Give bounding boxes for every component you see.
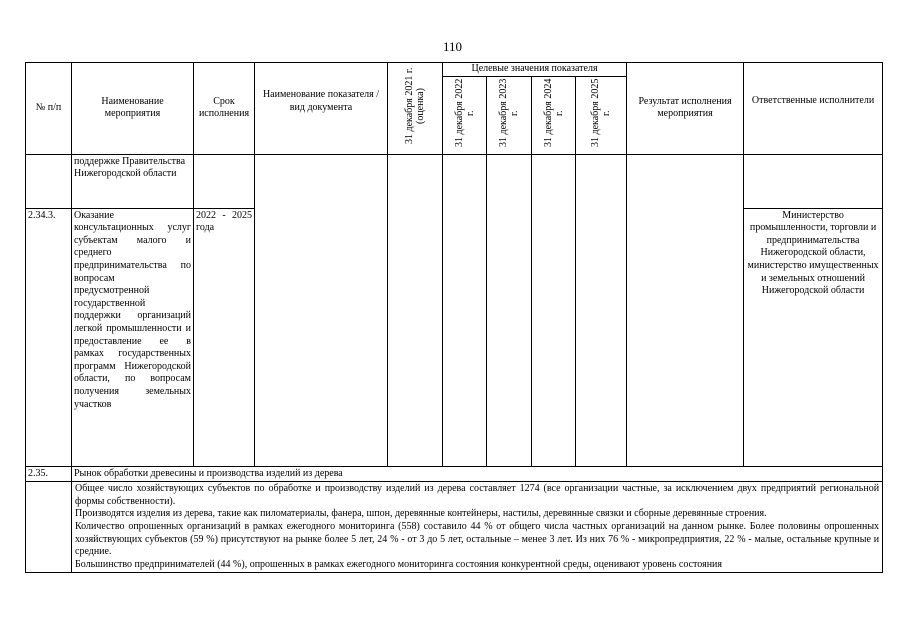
section-paragraph: Количество опрошенных организаций в рамках ежегодного мониторинга (558) составило 44 % от общего числа частных организаций на данном рынке. Более половины опрошенных хозяйствующих субъектов (59 %) присутствуют на рынке более 5 лет, 24 % - от 3 до 5 лет, остальные – менее 3 лет. Из них 76 % - микропредприятия, 22 % - малые, остальные крупные и средние. — [75, 520, 880, 558]
page-number: 110 — [442, 39, 463, 54]
header-event: Наименование мероприятия — [72, 63, 194, 155]
section-paragraph: Общее число хозяйствующих субъектов по обработке и производству изделий из дерева составляет 1274 (все организации частные, за исключением двух предприятий региональной формы собственности). — [75, 483, 880, 507]
section-paragraph: Большинство предпринимателей (44 %), опрошенных в рамках ежегодного мониторинга состояния конкурентной среды, оценивают уровень состояния — [75, 558, 722, 570]
cell-event: Оказание консультационных услуг субъектам малого и среднего предпринимательства по вопросам предусмотренной государственной поддержки организаций легкой промышленности и предоставление ее в рамках государственных программ Нижегородской области, по вопросам получения земельных участков — [72, 208, 194, 466]
cell-event-continuation: поддержке Правительства Нижегородской области — [72, 154, 194, 208]
cell-section-num: 2.35. — [26, 466, 72, 482]
header-row-top — [26, 63, 883, 77]
header-result: Результат исполнения мероприятия — [627, 63, 744, 155]
cell-num: 2.34.3. — [26, 208, 72, 466]
table-row-2-35 — [26, 466, 883, 482]
header-year-2025: 31 декабря 2025 г. — [576, 76, 627, 154]
header-year-2022: 31 декабря 2022 г. — [443, 76, 487, 154]
header-year-2024: 31 декабря 2024 г. — [532, 76, 576, 154]
table-row-continuation — [26, 154, 883, 208]
header-year-2023: 31 декабря 2023 г. — [487, 76, 532, 154]
header-target-values: Целевые значения показателя — [443, 63, 627, 77]
header-num: № п/п — [26, 63, 72, 155]
section-description — [72, 482, 883, 573]
cell-section-title: Рынок обработки древесины и производства изделий из дерева — [72, 466, 883, 482]
table-row-section-text — [26, 482, 883, 573]
cell-term: 2022 - 2025 года — [194, 208, 255, 466]
header-term: Срок исполнения — [194, 63, 255, 155]
action-plan-table — [25, 62, 883, 573]
cell-responsible: Министерство промышленности, торговли и предпринимательства Нижегородской области, министерство имущественных и земельных отношений Нижегородской области — [744, 208, 883, 466]
header-indicator: Наименование показателя / вид документа — [255, 63, 388, 155]
section-paragraph: Производятся изделия из дерева, такие как пиломатериалы, фанера, шпон, деревянные контейнеры, настилы, деревянные связки и сборные деревянные строения. — [75, 508, 767, 520]
header-estimate: 31 декабря 2021 г. (оценка) — [388, 63, 443, 155]
header-responsible: Ответственные исполнители — [744, 63, 883, 155]
